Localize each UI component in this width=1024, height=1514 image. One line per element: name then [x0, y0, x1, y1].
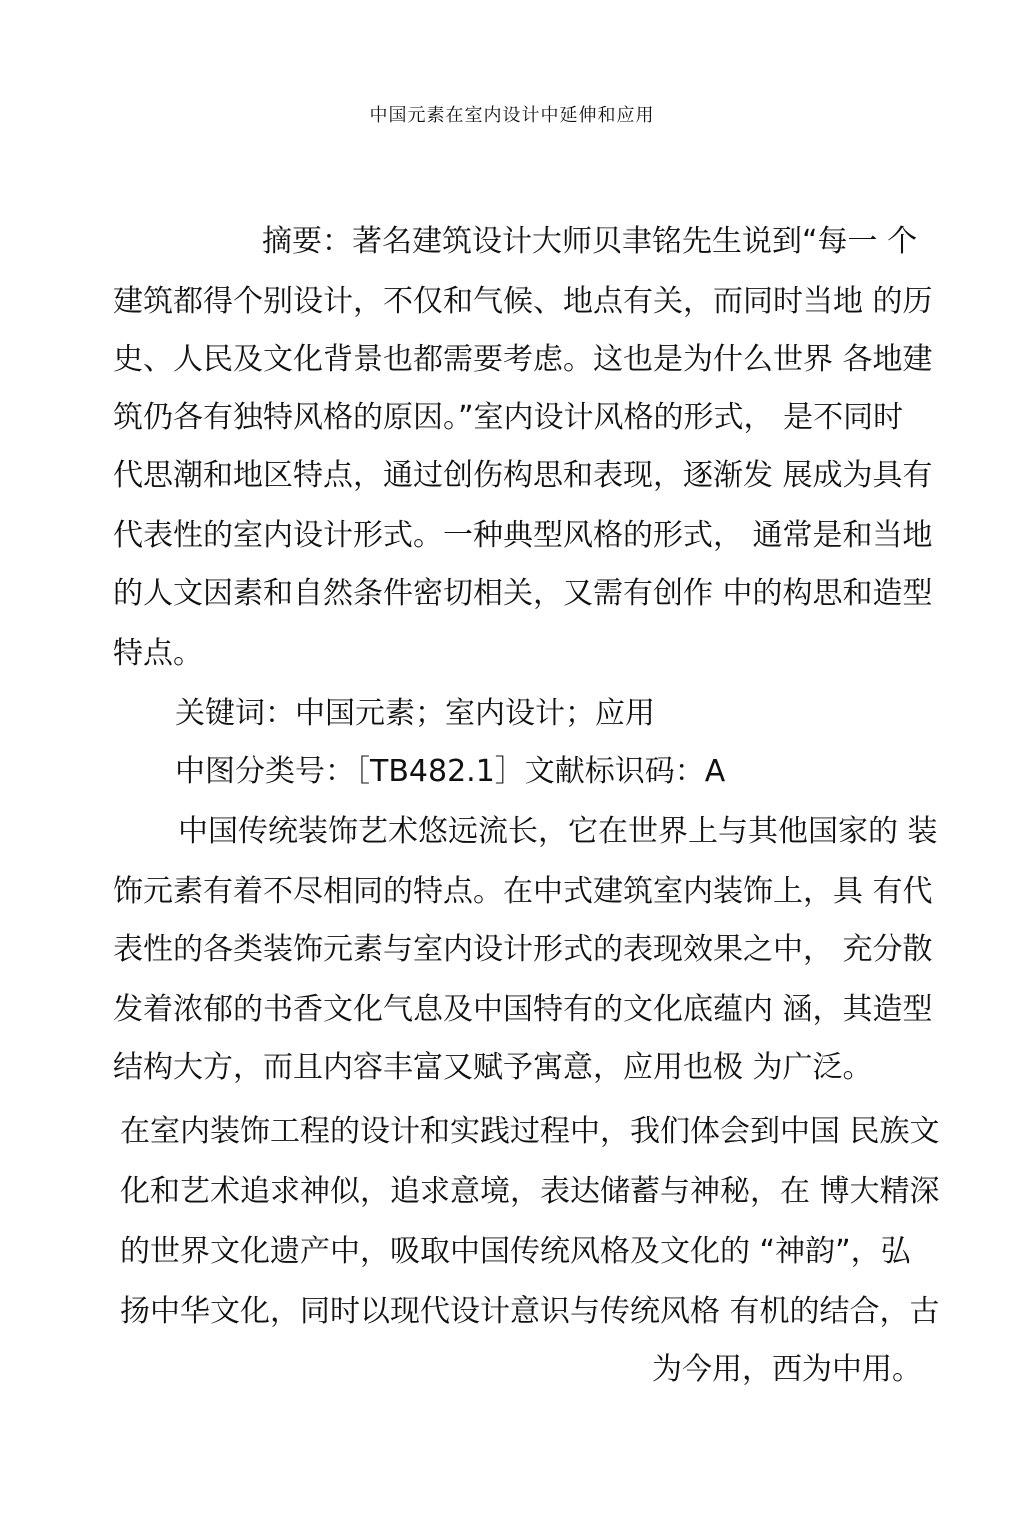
abstract-line: 的人文因素和自然条件密切相关，又需有创作 中的构思和造型: [113, 576, 933, 611]
paragraph-line: 化和艺术追求神似，追求意境，表达储蓄与神秘，在 博大精深: [120, 1174, 940, 1209]
paragraph-line: 发着浓郁的书香文化气息及中国特有的文化底蕴内 涵，其造型: [113, 992, 933, 1027]
abstract-line: 建筑都得个别设计，不仅和气候、地点有关，而同时当地 的历: [113, 284, 933, 319]
abstract-line: 特点。: [113, 636, 203, 671]
abstract-line: 代表性的室内设计形式。一种典型风格的形式， 通常是和当地: [113, 518, 933, 553]
paragraph-line: 表性的各类装饰元素与室内设计形式的表现效果之中， 充分散: [113, 932, 933, 967]
paragraph-line: 扬中华文化，同时以现代设计意识与传统风格 有机的结合，古: [120, 1294, 940, 1329]
paragraph-line: 中国传统装饰艺术悠远流长，它在世界上与其他国家的 装: [178, 814, 938, 849]
abstract-line: 摘要：著名建筑设计大师贝聿铭先生说到“每一 个: [262, 224, 918, 259]
abstract-line: 筑仍各有独特风格的原因。”室内设计风格的形式， 是不同时: [113, 400, 904, 435]
keywords: 关键词：中国元素；室内设计；应用: [175, 696, 655, 731]
abstract-line: 史、人民及文化背景也都需要考虑。这也是为什么世界 各地建: [113, 342, 933, 377]
classification-code: 中图分类号：［TB482.1］文献标识码：A: [175, 754, 726, 789]
document-title: 中国元素在室内设计中延伸和应用: [369, 105, 655, 126]
paragraph-line: 为今用，西为中用。: [652, 1352, 922, 1387]
paragraph-line: 结构大方，而且内容丰富又赋予寓意，应用也极 为广泛。: [113, 1050, 873, 1085]
paragraph-line: 的世界文化遗产中，吸取中国传统风格及文化的 “神韵”，弘: [120, 1234, 911, 1269]
paragraph-line: 饰元素有着不尽相同的特点。在中式建筑室内装饰上，具 有代: [113, 874, 933, 909]
abstract-line: 代思潮和地区特点，通过创伤构思和表现，逐渐发 展成为具有: [113, 458, 933, 493]
paragraph-line: 在室内装饰工程的设计和实践过程中，我们体会到中国 民族文: [120, 1114, 940, 1149]
